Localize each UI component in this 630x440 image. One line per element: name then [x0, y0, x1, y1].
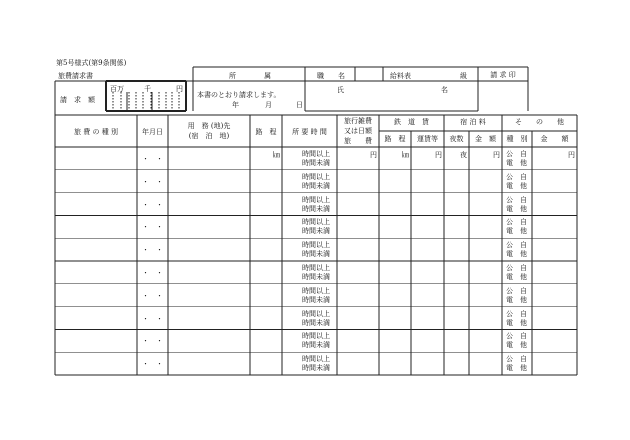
col-rail-fare-amount: 運賃等 [417, 135, 438, 143]
col-misc-line2: 又は日額 [344, 127, 372, 135]
row-time-under: 時間未満 [302, 159, 330, 167]
row-other-type-line2: 電 他 [506, 364, 527, 373]
row-other-type-line2: 電 他 [506, 159, 527, 167]
col-lodging: 宿 泊 料 [460, 118, 486, 126]
col-rail-distance: 路 程 [384, 135, 406, 143]
unit-rail-fare: 円 [435, 151, 442, 159]
year-label: 年 [232, 101, 239, 109]
row-time-under: 時間未満 [302, 295, 330, 304]
row-time-under: 時間未満 [302, 204, 330, 213]
name-label-first: 氏 [337, 86, 344, 94]
thousands-label: 千 [144, 85, 151, 93]
unit-nights: 夜 [460, 151, 467, 159]
row-other-type-line1: 公 自 [506, 150, 527, 158]
row-time-under: 時間未満 [302, 227, 330, 236]
unit-rail-distance: ㎞ [402, 151, 409, 159]
row-other-type-line1: 公 自 [506, 355, 527, 364]
col-other: そ の 他 [515, 118, 564, 126]
col-other-amount: 金 額 [540, 135, 569, 143]
form-number: 第5号様式(第9条関係) [56, 59, 127, 67]
row-time-over: 時間以上 [302, 241, 330, 250]
row-date-dots: ・ ・ [142, 291, 163, 300]
col-misc-line1: 旅行雑費 [344, 117, 372, 125]
row-date-dots: ・ ・ [142, 269, 163, 277]
row-other-type-line1: 公 自 [506, 309, 527, 318]
row-other-type-line1: 公 自 [506, 172, 527, 181]
col-lodging-amount: 金 額 [475, 135, 496, 143]
job-title-label: 職 名 [317, 72, 345, 80]
row-date-dots: ・ ・ [142, 223, 163, 232]
col-purpose-line1: 用 務 (地)先 [187, 122, 231, 130]
row-other-type-line1: 公 自 [506, 332, 527, 341]
row-time-over: 時間以上 [302, 150, 330, 158]
col-date: 年月日 [142, 128, 163, 136]
row-time-under: 時間未満 [302, 250, 330, 259]
form-title: 旅費請求書 [58, 72, 93, 80]
row-other-type-line2: 電 他 [506, 295, 527, 304]
row-other-type-line2: 電 他 [506, 181, 527, 190]
unit-misc: 円 [370, 151, 377, 159]
yen-label: 円 [176, 85, 183, 93]
row-time-over: 時間以上 [302, 286, 330, 295]
row-other-type-line1: 公 自 [506, 241, 527, 250]
col-lodging-nights: 夜数 [449, 135, 464, 143]
row-time-over: 時間以上 [302, 264, 330, 272]
row-other-type-line1: 公 自 [506, 195, 527, 204]
row-time-over: 時間以上 [302, 355, 330, 364]
row-time-over: 時間以上 [302, 172, 330, 181]
col-purpose-line2: (宿 泊 地) [188, 132, 230, 140]
row-time-over: 時間以上 [302, 218, 330, 227]
unit-other: 円 [568, 151, 575, 159]
row-time-over: 時間以上 [302, 195, 330, 204]
col-misc-line3: 旅 費 [344, 137, 372, 145]
affiliation-label: 所 属 [229, 72, 271, 80]
unit-lodging: 円 [493, 151, 500, 159]
row-other-type-line2: 電 他 [506, 341, 527, 350]
grade-label: 級 [460, 72, 467, 80]
day-label: 日 [296, 101, 303, 109]
statement-text: 本書のとおり請求します。 [197, 91, 281, 99]
row-date-dots: ・ ・ [142, 246, 163, 255]
row-time-under: 時間未満 [302, 318, 330, 327]
row-time-over: 時間以上 [302, 332, 330, 341]
row-time-under: 時間未満 [302, 273, 330, 281]
unit-distance: ㎞ [273, 151, 280, 159]
claim-amount-label: 請 求 額 [60, 96, 95, 104]
row-other-type-line2: 電 他 [506, 250, 527, 259]
row-date-dots: ・ ・ [142, 360, 163, 369]
col-rail-fare: 鉄 道 賃 [394, 118, 429, 126]
row-time-under: 時間未満 [302, 341, 330, 350]
row-time-under: 時間未満 [302, 364, 330, 373]
row-other-type-line1: 公 自 [506, 286, 527, 295]
row-other-type-line2: 電 他 [506, 204, 527, 213]
month-label: 月 [265, 101, 272, 109]
millions-label: 百万 [110, 85, 124, 93]
row-time-over: 時間以上 [302, 309, 330, 318]
request-seal-label: 請 求 印 [490, 71, 516, 79]
col-expense-type: 旅 費 の 種 別 [74, 128, 118, 136]
row-other-type-line1: 公 自 [506, 218, 527, 227]
row-other-type-line2: 電 他 [506, 318, 527, 327]
row-date-dots: ・ ・ [142, 337, 163, 346]
row-other-type-line1: 公 自 [506, 264, 527, 272]
col-distance: 路 程 [255, 128, 277, 136]
row-time-under: 時間未満 [302, 181, 330, 190]
row-other-type-line2: 電 他 [506, 273, 527, 281]
row-date-dots: ・ ・ [142, 177, 163, 186]
row-date-dots: ・ ・ [142, 200, 163, 209]
row-other-type-line2: 電 他 [506, 227, 527, 236]
col-time-required: 所 要 時 間 [292, 128, 327, 136]
row-date-dots: ・ ・ [142, 155, 163, 163]
name-label-second: 名 [441, 86, 448, 94]
col-other-type: 種 別 [506, 135, 528, 143]
row-date-dots: ・ ・ [142, 314, 163, 323]
salary-table-label: 給料表 [390, 72, 411, 80]
